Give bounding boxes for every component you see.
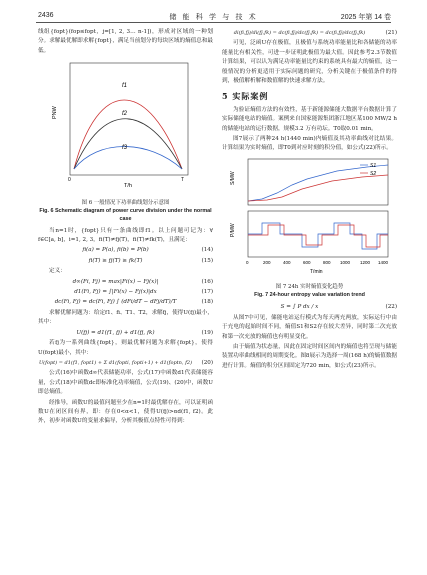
x-tick-T: T [181,177,185,184]
fig6-caption-en: Fig. 6 Schematic diagram of power curve division under the normal case [39,207,212,222]
x-tick: 600 [303,259,311,265]
figure-6 [38,57,213,222]
x-tick: 400 [283,259,291,265]
equation-17: d1(Fi, Fj) = ∫|Fi(x) − Fj(x)|dx (17) [74,289,213,296]
paragraph: 线组{fopt}(fop≤fopt，j=[1, 2, 3… n-1])，形成对区域的一种划分。求解最优解即求解{fopt}，满足当前划分的每块区域的熵值总和最低。 [38,29,214,54]
legend-s2: S2 [370,170,377,177]
header-rule [36,22,391,23]
paragraph: 当n=1时，{fopt}只有一条曲线即f1。以上问题可记为：∀ f∈C[a, b]，i=1, 2, 3，fi(T)≠fj(T)，fi(T)≠fk(T)，且满足： [38,227,213,244]
fig6-caption-cn: 图 6 一般情况下功率曲线划分示意图 [81,199,170,206]
issue-label: 2025 年第 14 卷 [340,14,391,21]
section-heading: 5 实际案例 [222,91,269,102]
x-tick: 800 [323,259,331,265]
bottom-y-label: P/MW [230,223,236,237]
series-s2 [248,175,388,201]
x-tick: 1400 [378,259,389,265]
paragraph: 图7展示了两种24 h(1440 min)内熵值及其功率曲线对比结果。计算结果为实时熵值，即T0到对应时刻的积分值，如公式(22)所示。 [222,136,397,152]
equation-15: fi(T) ≥ fj(T) ≥ fk(T) (15) [88,257,213,264]
equation-19: U(fj) = d1(f1, fj) + d1(fj, fk) (19) [76,329,213,336]
curve-f3 [74,147,182,170]
journal-title: 储 能 科 学 与 技 术 [169,13,258,21]
paragraph: 若fj为一系列曲线{fopt}，则最优解问题为求解{fopt}，使得U(fopt)最小，其中： [38,340,213,356]
paragraph: 公式(16)中函数d∞代表储能功率，公式(17)中函数d1代表储能容量，公式(18)中函数dc即标准化功率熵值，公式(19)、(20)中，函数U即总熵值。 [38,370,213,396]
x-tick: 200 [263,259,271,265]
series-s1 [248,162,388,201]
paragraph: 可见，泛函U存在极值，且极值与系统功率能量比和各储能的功率能量比有相关性，可进一步证明此极值为最大值。因此参考2.3节数值计算结果，可以认为满足功率能量比约束的系统具有最大的熵值，这一般情况的分析更适用于实际问题的研究，分析关键在于极值条件的得到，极值解析解和数值解的快速求解方法。 [222,40,397,85]
x-tick-0: 0 [68,177,71,184]
label-f2: f2 [122,111,128,118]
paragraph: 从图7中可见，储能电站运行模式为每天两充两放，实际运行中由于充电的起始时间不同，熵值S1和S2存在较大差异，同时第二次充放和第一次充放的熵值也有明显变化。 [222,314,397,340]
paragraph: 求解优解问题为：给定f1、fi、T1、T2，求解fj，使得U(fj)最小，其中： [38,309,213,326]
paragraph: 定义： [49,268,66,275]
x-tick: 1000 [340,259,351,265]
x-tick: 0 [246,259,249,265]
legend-s1: S1 [370,162,377,169]
fig7-caption-cn: 图 7 24h 实时熵值变化趋势 [275,284,344,291]
paragraph: 由于熵值为状态量，因此在固定时间区间内的熵值也将呈现与储能装置功率曲线相同的周期变化。图8展示为选择一周(168 h)的熵值数据进行计算。熵值的积分区间固定为720 min，如公式(23)所示。 [222,343,398,369]
figure-7 [222,155,397,299]
fig7-caption [222,283,397,299]
paragraph: 经推导，函数U的最值问题至少在n=1时最优解存在，可以证明函数U在闭区间有界，即：存在0<α<1，使得U(fj)>αd(f1, f2)。此外，初步对函数U的变量求偏导，分析其极值点特性可得到： [38,399,213,425]
top-y-label: S/MW [230,171,236,185]
y-axis-label: PNW [52,106,58,120]
equation-14: fi(a) = P(a), fi(b) = P(b) (14) [82,247,213,254]
fig6-caption [38,199,213,223]
fig7-caption-en: Fig. 7 24-hour entropy value variation trend [254,292,365,299]
paragraph: 为验证熵值方法的有效性，基于新能源储能大数据平台数据计算了实际储能电站的熵值。案例来自国家能源集团浙江地区某100 MW/2 h的储能电站的运行数据，规模3.2 万有功坛。T0取0.01 min。 [222,106,397,132]
equation-20: U(fopt) = d1(f1, fopt1) + Σ d1(fopti, fopti+1) + d1(foptn, f2) (20) [38,359,213,366]
fig7-plot [222,155,397,277]
label-f1: f1 [122,83,128,90]
equation-22: S = ∫ P dx / x (22) [280,304,397,311]
left-column [38,28,213,428]
page-number: 2436 [38,12,54,19]
label-f3: f3 [122,145,128,152]
equation-21: di(fi,fj)/di(fj,fk) = dc(fi,fj)/dc(fj,fk) = dc(fi,fj)/dc(fj,fk) (21) [233,30,397,36]
x-tick: 1200 [360,259,371,265]
x-axis-label: T/h [124,183,132,190]
page-header [0,0,427,24]
right-column [222,28,397,372]
fig6-plot [38,57,213,192]
curve-f1 [74,100,182,169]
x-axis-label: T/min [310,268,323,275]
equation-16: d∞(Fi, Fj) = max|Fi(x) − Fj(x)| (16) [72,278,213,285]
equation-18: dc(Fi, Fj) = dc(Fi, Fj) ∫ (dFi/dT − dFj/dT)/T (18) [54,299,213,306]
